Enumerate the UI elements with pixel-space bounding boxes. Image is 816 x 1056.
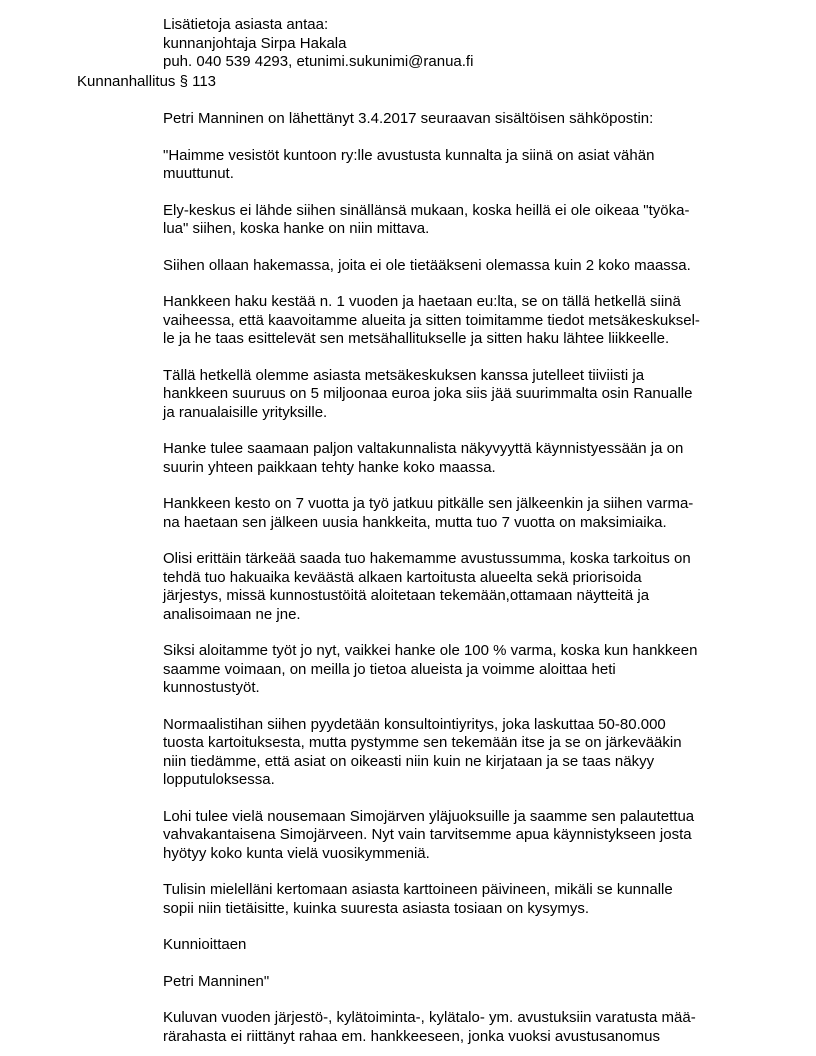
- paragraph: [163, 808, 743, 864]
- paragraph-line: tuosta kartoituksesta, mutta pystymme sen tekemään itse ja se on järkevääkin: [163, 734, 682, 751]
- paragraph-line: Petri Manninen": [163, 972, 270, 990]
- paragraph: [163, 550, 743, 624]
- paragraph-line: Hanke tulee saamaan paljon valtakunnalista näkyvyyttä käynnistyessään ja on: [163, 440, 684, 457]
- paragraph-line: Ely-keskus ei lähde siihen sinällänsä mukaan, koska heillä ei ole oikeaa "työka-: [163, 201, 690, 219]
- paragraph-line: Siihen ollaan hakemassa, joita ei ole tietääkseni olemassa kuin 2 koko maassa.: [163, 256, 691, 274]
- paragraph-line: Kunnioittaen: [163, 936, 247, 953]
- paragraph-line: Tällä hetkellä olemme asiasta metsäkeskuksen kanssa jutelleet tiiviisti ja: [163, 366, 645, 384]
- paragraph-line: Hankkeen kesto on 7 vuotta ja työ jatkuu pitkälle sen jälkeenkin ja siihen varma-: [163, 495, 694, 512]
- paragraph-line: muuttunut.: [163, 165, 234, 182]
- paragraph: [163, 973, 743, 992]
- paragraph-line: lopputuloksessa.: [163, 771, 275, 788]
- contact-info-block: [163, 16, 763, 72]
- paragraph-line: Kuluvan vuoden järjestö-, kylätoiminta-, kylätalo- ym. avustuksiin varatusta mää-: [163, 1009, 696, 1026]
- body-text: [163, 110, 743, 1056]
- paragraph-line: järjestys, missä kunnostustöitä aloitetaan tekemään,ottamaan näytteitä ja: [163, 587, 650, 604]
- paragraph-line: sopii niin tietäisitte, kuinka suuresta asiasta tosiaan on kysymys.: [163, 899, 590, 917]
- paragraph-line: rärahasta ei riittänyt rahaa em. hankkeeseen, jonka vuoksi avustusanomus: [163, 1027, 660, 1045]
- paragraph-line: le ja he taas esittelevät sen metsähallitukselle ja sitten haku lähtee liikkeelle.: [163, 330, 670, 347]
- paragraph: [163, 293, 743, 349]
- paragraph: [163, 257, 743, 276]
- paragraph-line: Normaalistihan siihen pyydetään konsultointiyritys, joka laskuttaa 50-80.000: [163, 715, 666, 733]
- paragraph-line: niin tiedämme, että asiat on oikeasti niin kuin ne kirjataan ja se taas näkyy: [163, 752, 655, 770]
- paragraph-line: hankkeen suuruus on 5 miljoonaa euroa joka siis jää suurimmalta osin Ranualle: [163, 385, 693, 402]
- paragraph-line: Lohi tulee vielä nousemaan Simojärven yläjuoksuille ja saamme sen palautettua: [163, 807, 695, 825]
- paragraph-line: Siksi aloitamme työt jo nyt, vaikkei hanke ole 100 % varma, koska kun hankkeen: [163, 642, 698, 659]
- paragraph: [163, 1009, 743, 1046]
- paragraph-line: ja ranualaisille yrityksille.: [163, 403, 328, 421]
- paragraph-line: Olisi erittäin tärkeää saada tuo hakemamme avustussumma, koska tarkoitus on: [163, 550, 691, 567]
- paragraph: [163, 110, 743, 129]
- paragraph: [163, 881, 743, 918]
- paragraph: [163, 202, 743, 239]
- paragraph: [163, 367, 743, 423]
- paragraph-line: na haetaan sen jälkeen uusia hankkeita, mutta tuo 7 vuotta on maksimiaika.: [163, 513, 667, 531]
- paragraph: [163, 936, 743, 955]
- paragraph: [163, 716, 743, 790]
- section-reference: Kunnanhallitus § 113: [77, 73, 216, 90]
- paragraph-line: suurin yhteen paikkaan tehty hanke koko maassa.: [163, 458, 496, 476]
- paragraph-line: Petri Manninen on lähettänyt 3.4.2017 seuraavan sisältöisen sähköpostin:: [163, 110, 654, 127]
- paragraph-line: analisoimaan ne jne.: [163, 605, 301, 623]
- paragraph-line: saamme voimaan, on meilla jo tietoa alueista ja voimme aloittaa heti: [163, 660, 616, 678]
- contact-line: Lisätietoja asiasta antaa:: [163, 16, 329, 33]
- contact-line: puh. 040 539 4293, etunimi.sukunimi@ranua.fi: [163, 53, 474, 70]
- paragraph-line: Tulisin mielelläni kertomaan asiasta karttoineen päivineen, mikäli se kunnalle: [163, 881, 673, 898]
- paragraph: [163, 642, 743, 698]
- paragraph-line: vaiheessa, että kaavoitamme alueita ja sitten toimitamme tiedot metsäkeskuksel-: [163, 311, 700, 329]
- paragraph-line: "Haimme vesistöt kuntoon ry:lle avustusta kunnalta ja siinä on asiat vähän: [163, 146, 655, 164]
- paragraph: [163, 147, 743, 184]
- paragraph: [163, 440, 743, 477]
- paragraph-line: lua" siihen, koska hanke on niin mittava.: [163, 220, 430, 237]
- paragraph-line: kunnostustyöt.: [163, 679, 260, 696]
- paragraph-line: tehdä tuo hakuaika keväästä alkaen kartoitusta alueelta sekä priorisoida: [163, 568, 642, 586]
- paragraph-line: hyötyy koko kunta vielä vuosikymmeniä.: [163, 844, 430, 862]
- paragraph-line: Hankkeen haku kestää n. 1 vuoden ja haetaan eu:lta, se on tällä hetkellä siinä: [163, 293, 681, 310]
- paragraph-line: vahvakantaisena Simojärveen. Nyt vain tarvitsemme apua käynnistykseen josta: [163, 826, 692, 843]
- contact-line: kunnanjohtaja Sirpa Hakala: [163, 34, 347, 52]
- paragraph: [163, 495, 743, 532]
